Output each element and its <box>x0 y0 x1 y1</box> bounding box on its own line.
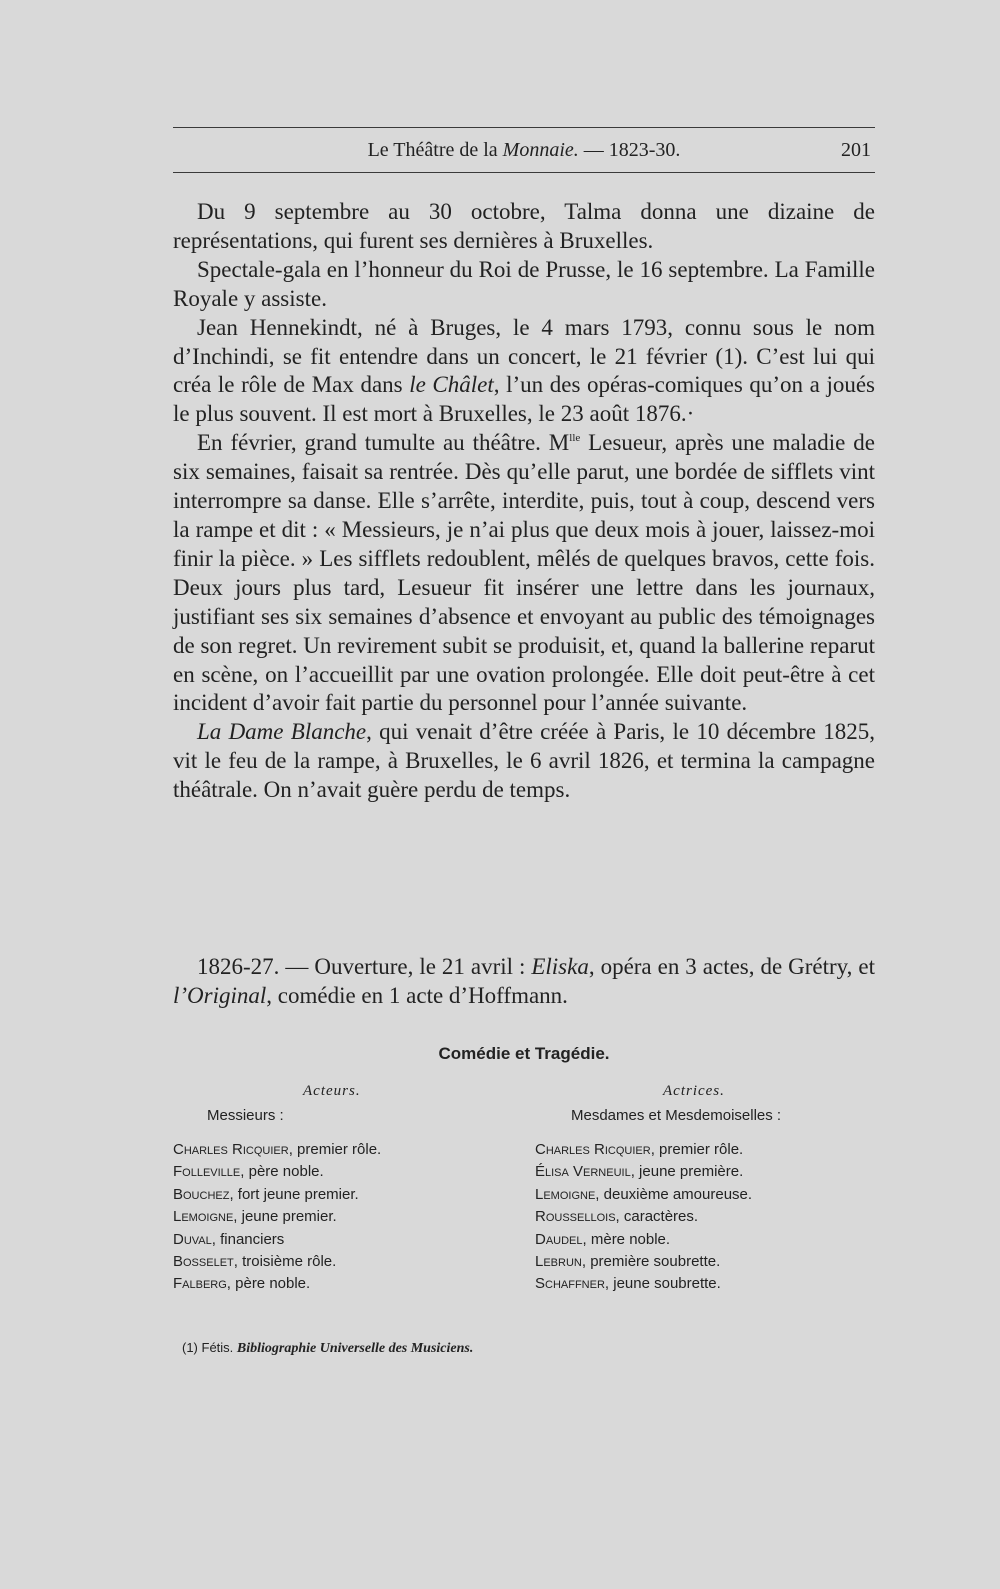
actors-subheading: Messieurs : <box>207 1107 284 1124</box>
list-item: Élisa Verneuil, jeune première. <box>535 1163 744 1181</box>
season-1826-27: 1826-27. — Ouverture, le 21 avril : Eliska, opéra en 3 actes, de Grétry, et l’Original, comédie en 1 acte d’Hoffmann. <box>173 954 875 1008</box>
running-title-italic: Monnaie. <box>502 139 579 161</box>
main-text <box>173 198 875 805</box>
list-item: Charles Ricquier, premier rôle. <box>173 1141 382 1158</box>
paragraph-hennekindt: Jean Hennekindt, né à Bruges, le 4 mars 1793, connu sous le nom d’Inchindi, se fit entendre dans un concert, le 21 février (1). C’est lui qui créa le rôle de Max dans le Châlet, l’un des opéras-comiques qu’on a joués le plus souvent. Il est mort à Bruxelles, le 23 août 1876.· <box>173 314 876 427</box>
list-item: Folleville, père noble. <box>173 1163 324 1181</box>
footnote-title: Bibliographie Universelle des Musiciens. <box>236 1341 474 1356</box>
list-item: Bouchez, fort jeune premier. <box>173 1185 359 1203</box>
footnote: (1) Fétis. Bibliographie Universelle des Musiciens. <box>182 1340 474 1356</box>
running-title: Le Théâtre de la Monnaie. — 1823-30. <box>367 139 681 161</box>
title-eliska: Eliska <box>531 954 589 979</box>
superscript-lle: lle <box>569 432 581 445</box>
actresses-heading: Actrices. <box>663 1083 725 1099</box>
list-item: Duval, financiers <box>173 1230 285 1248</box>
paragraph-dame-blanche: La Dame Blanche, qui venait d’être créée à Paris, le 10 décembre 1825, vit le feu de la rampe, à Bruxelles, le 6 avril 1826, et termina la campagne théâtrale. On n’avait guère perdu de temps. <box>173 719 875 803</box>
paragraph-gala: Spectale-gala en l’honneur du Roi de Prusse, le 16 septembre. La Famille Royale y assiste. <box>173 256 875 311</box>
actors-column <box>173 1083 523 1296</box>
paragraph-lesueur: En février, grand tumulte au théâtre. $M^{lle}$ Lesueur, après une maladie de six semaines, faisait sa rentrée. Dès qu’elle parut, une bordée de sifflets vint interrompre sa danse. Elle s’arrête, interdite, puis, tout à coup, descend vers la rampe et dit : « Messieurs, je n’ai plus que deux mois à jouer, laissez-moi finir la pièce. » Les sifflets redoublent, mêlés de quelques bravos, cette fois. Deux jours plus tard, Lesueur fit insérer une lettre dans les journaux, justifiant ses six semaines d’absence et envoyant au public des témoignages de son regret. Un revirement subit se produisit, et, quand la ballerine reparut en scène, on l’accueillit par une ovation prolongée. Elle doit peut-être à cet incident d’avoir fait partie du personnel pour l’année suivante. <box>173 430 875 716</box>
list-item: Lemoigne, jeune premier. <box>173 1208 337 1226</box>
actors-list <box>173 1139 523 1296</box>
list-item: Lemoigne, deuxième amoureuse. <box>535 1185 753 1203</box>
title-dame-blanche: La Dame Blanche <box>197 719 367 745</box>
list-item: Roussellois, caractères. <box>535 1208 699 1226</box>
actresses-list <box>535 1139 875 1296</box>
page-number: 201 <box>841 139 871 161</box>
title-le-chalet: le Châlet <box>409 372 494 398</box>
list-item: Bosselet, troisième rôle. <box>173 1252 337 1270</box>
header-rule-top <box>173 127 875 128</box>
list-item: Schaffner, jeune soubrette. <box>535 1275 721 1293</box>
list-item: Lebrun, première soubrette. <box>535 1252 721 1270</box>
actresses-column <box>535 1083 875 1296</box>
troupe-title: Comédie et Tragédie. <box>438 1044 610 1063</box>
header-rule-bottom <box>173 172 875 173</box>
paragraph-talma: Du 9 septembre au 30 octobre, Talma donna une dizaine de représentations, qui furent ses dernières à Bruxelles. <box>173 199 875 253</box>
actors-heading: Acteurs. <box>303 1083 361 1099</box>
list-item: Falberg, père noble. <box>173 1275 311 1293</box>
actresses-subheading: Mesdames et Mesdemoiselles : <box>571 1107 782 1124</box>
running-header <box>173 139 875 167</box>
list-item: Charles Ricquier, premier rôle. <box>535 1141 744 1158</box>
title-original: l’Original <box>173 983 267 1008</box>
list-item: Daudel, mère noble. <box>535 1230 671 1248</box>
